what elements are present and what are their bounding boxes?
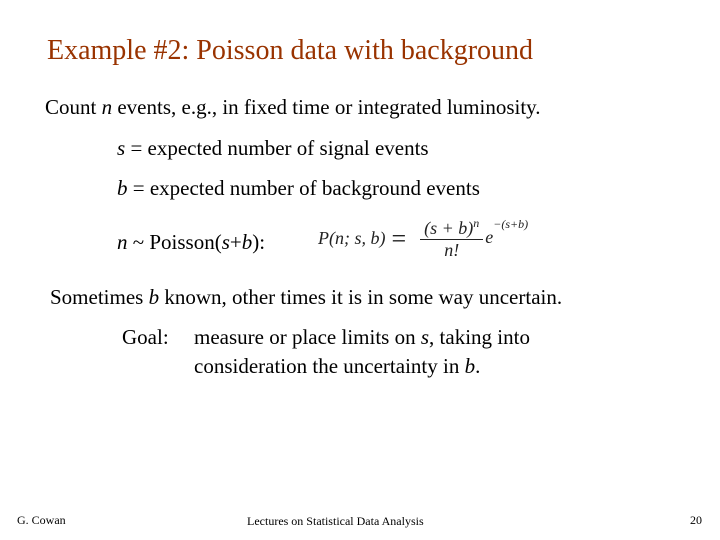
var-s: s xyxy=(117,136,126,160)
e-exp: −(s+b) xyxy=(493,217,529,231)
text: known, other times it is in some way uncertain. xyxy=(159,285,563,309)
slide-title: Example #2: Poisson data with background xyxy=(47,35,534,66)
page-number: 20 xyxy=(690,513,702,527)
e: e xyxy=(485,227,494,247)
var-s: s xyxy=(221,230,230,254)
poisson-formula xyxy=(318,216,528,261)
text: = expected number of signal events xyxy=(125,136,429,160)
var-b: b xyxy=(117,176,128,200)
text: ~ Poisson( xyxy=(127,230,222,254)
num-exp: n xyxy=(473,216,480,230)
footer-title: Lectures on Statistical Data Analysis xyxy=(247,514,424,528)
formula-lhs: P(n; s, b) xyxy=(318,228,386,248)
text: consideration the uncertainty in xyxy=(194,354,465,378)
text-line-poisson xyxy=(117,230,265,255)
text-line-uncertain xyxy=(50,285,562,310)
text: Count xyxy=(45,95,102,119)
text: . xyxy=(475,354,481,378)
text: Sometimes xyxy=(50,285,149,309)
var-n: n xyxy=(101,95,113,119)
var-n: n xyxy=(117,230,128,254)
text-line-signal xyxy=(117,136,429,161)
text: measure or place limits on xyxy=(194,325,421,349)
goal-label: Goal: xyxy=(122,325,169,349)
text: events, e.g., in fixed time or integrated luminosity. xyxy=(112,95,541,119)
formula-equals: = xyxy=(391,223,407,253)
var-b: b xyxy=(241,230,253,254)
goal-line-1 xyxy=(194,325,530,350)
var-s: s xyxy=(420,325,430,349)
num: (s + b) xyxy=(424,218,474,238)
text: = expected number of background events xyxy=(127,176,480,200)
formula-fraction xyxy=(420,216,483,261)
formula-numerator xyxy=(420,216,483,240)
text: ): xyxy=(252,230,266,254)
formula-exp xyxy=(485,217,529,248)
var-b: b xyxy=(464,354,476,378)
footer-author: G. Cowan xyxy=(17,513,66,527)
text: + xyxy=(229,230,242,254)
text-line-background xyxy=(117,176,480,201)
formula-denominator: n! xyxy=(444,240,460,260)
var-b: b xyxy=(148,285,160,309)
text-line-count xyxy=(45,95,541,120)
goal-line-2 xyxy=(194,354,480,379)
text: , taking into xyxy=(429,325,530,349)
